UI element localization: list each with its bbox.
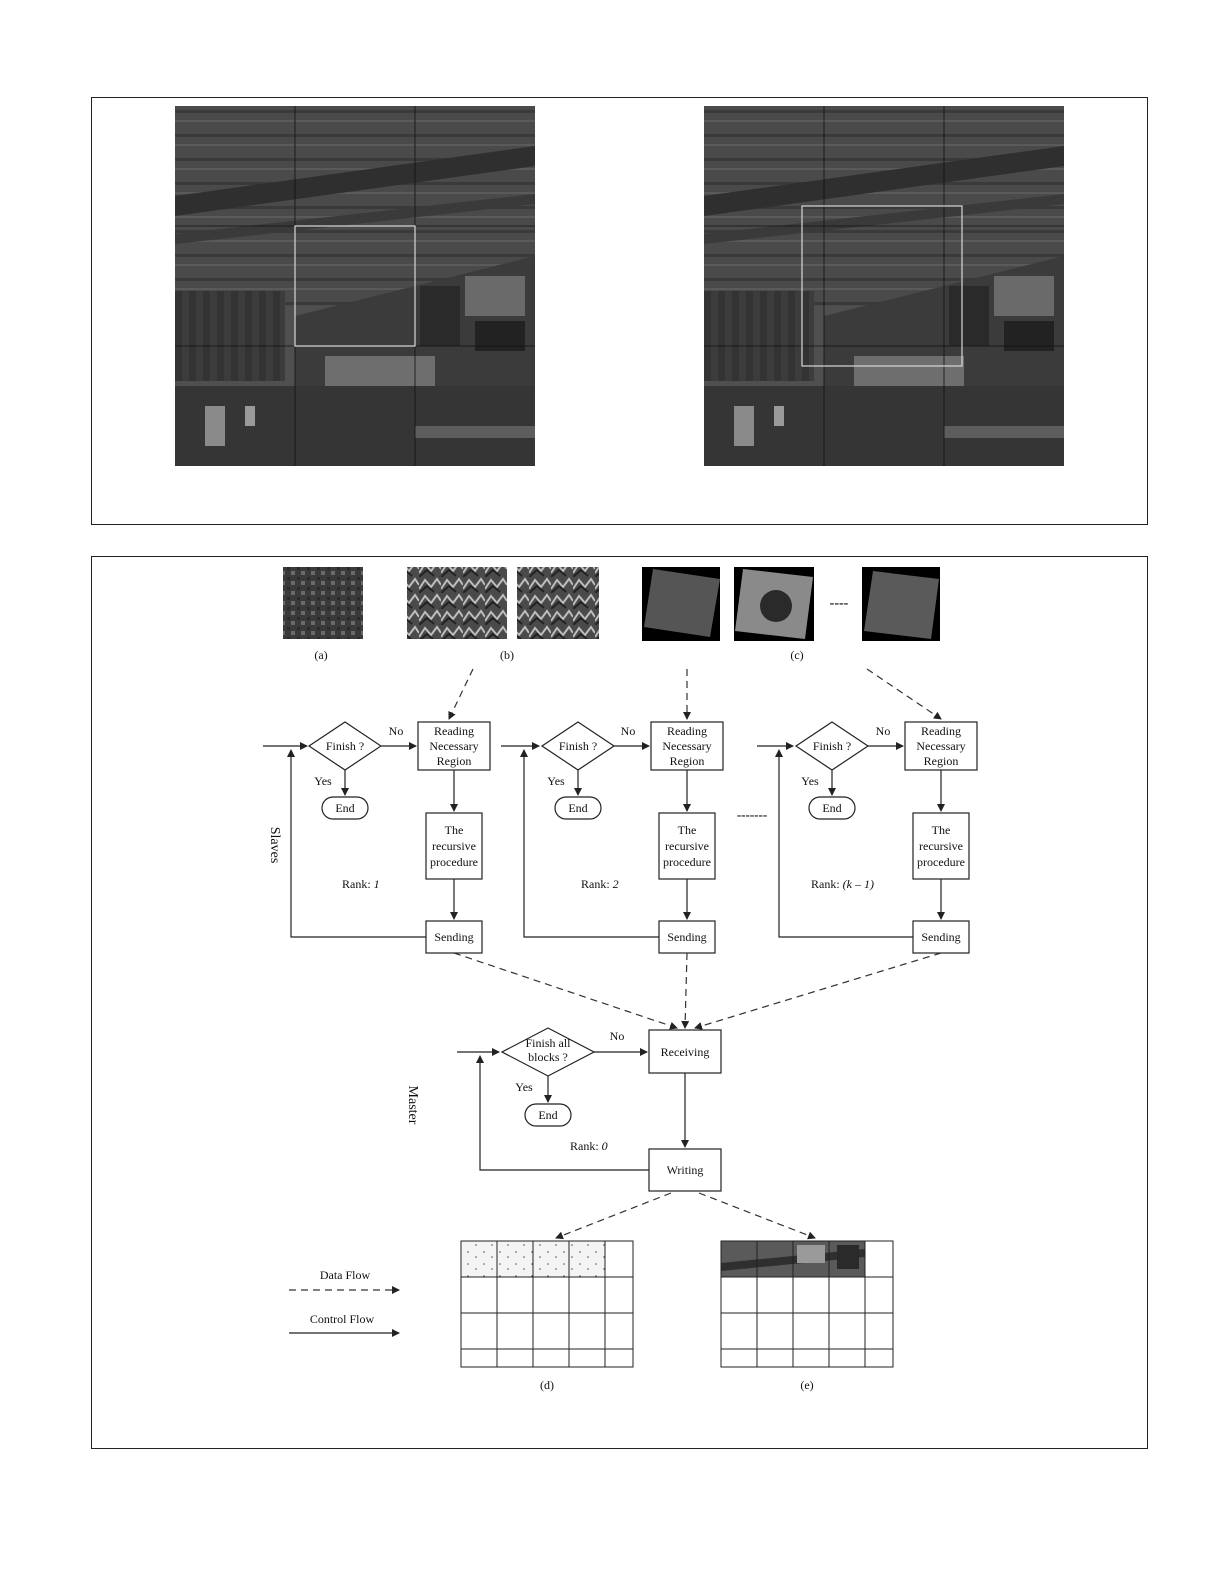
ellipsis-images: ---- [829, 596, 849, 611]
svg-text:No: No [388, 724, 404, 738]
data-flow-write-to-e [699, 1193, 815, 1238]
svg-text:Sending: Sending [667, 930, 707, 944]
rank-label-3: Rank: (k – 1) [811, 877, 874, 891]
flowchart-panel [91, 556, 1148, 1449]
data-flow-send3-to-receive [695, 953, 941, 1028]
svg-text:Reading: Reading [667, 724, 707, 738]
svg-text:Sending: Sending [921, 930, 961, 944]
input-images-b [407, 567, 599, 639]
output-grid-d [461, 1241, 633, 1367]
svg-text:recursive: recursive [432, 839, 476, 853]
svg-text:End: End [568, 801, 588, 815]
legend [289, 1268, 399, 1333]
ellipsis-slaves: ------- [736, 807, 768, 822]
input-images-c [642, 567, 940, 641]
svg-text:Finish all: Finish all [525, 1036, 571, 1050]
legend-data-flow-label: Data Flow [319, 1268, 371, 1282]
rank-label-1: Rank: 1 [342, 877, 380, 891]
svg-text:Region: Region [669, 754, 705, 768]
label-e: (e) [800, 1378, 814, 1392]
svg-text:End: End [822, 801, 842, 815]
data-flow-send2-to-receive [685, 953, 687, 1028]
svg-text:Yes: Yes [547, 774, 565, 788]
data-flow-write-to-d [556, 1193, 671, 1238]
svg-text:Receiving: Receiving [660, 1045, 710, 1059]
slave-column-2 [501, 722, 723, 953]
master-process [457, 1028, 721, 1191]
svg-text:recursive: recursive [665, 839, 709, 853]
svg-text:The: The [444, 823, 464, 837]
svg-text:procedure: procedure [430, 855, 478, 869]
svg-text:Necessary: Necessary [429, 739, 479, 753]
label-a: (a) [314, 648, 328, 662]
legend-control-flow-label: Control Flow [309, 1312, 375, 1326]
output-grid-e [721, 1241, 893, 1367]
aerial-image-right [704, 106, 1064, 466]
svg-text:Necessary: Necessary [662, 739, 712, 753]
top-figure-panel [91, 97, 1148, 525]
master-label: Master [405, 1085, 420, 1125]
slave-column-1 [263, 722, 490, 953]
svg-text:End: End [335, 801, 355, 815]
flowchart-svg [92, 557, 1149, 1450]
aerial-image-left [175, 106, 535, 466]
svg-text:Region: Region [436, 754, 472, 768]
label-b: (b) [500, 648, 514, 662]
svg-text:Sending: Sending [434, 930, 474, 944]
svg-text:Yes: Yes [801, 774, 819, 788]
svg-text:No: No [875, 724, 891, 738]
svg-text:procedure: procedure [917, 855, 965, 869]
svg-text:Necessary: Necessary [916, 739, 966, 753]
svg-text:The: The [677, 823, 697, 837]
svg-text:Reading: Reading [434, 724, 474, 738]
svg-text:End: End [538, 1108, 558, 1122]
svg-text:Finish ?: Finish ? [812, 739, 852, 753]
svg-text:blocks ?: blocks ? [528, 1050, 568, 1064]
label-d: (d) [540, 1378, 554, 1392]
slaves-label: Slaves [267, 826, 282, 864]
svg-text:recursive: recursive [919, 839, 963, 853]
svg-text:Yes: Yes [314, 774, 332, 788]
svg-text:Writing: Writing [666, 1163, 704, 1177]
svg-text:Finish ?: Finish ? [325, 739, 365, 753]
svg-text:Finish ?: Finish ? [558, 739, 598, 753]
svg-text:procedure: procedure [663, 855, 711, 869]
data-flow-c-to-read-3 [867, 669, 941, 719]
label-c: (c) [790, 648, 804, 662]
svg-text:No: No [609, 1029, 625, 1043]
input-images-a [283, 567, 363, 639]
svg-text:The: The [931, 823, 951, 837]
data-flow-send1-to-receive [454, 953, 677, 1028]
top-figure-svg [92, 98, 1149, 526]
rank-label-master: Rank: 0 [570, 1139, 608, 1153]
svg-text:Reading: Reading [921, 724, 961, 738]
svg-text:Yes: Yes [515, 1080, 533, 1094]
data-flow-b-to-read-1 [449, 669, 473, 719]
slave-column-3 [757, 722, 977, 953]
rank-label-2: Rank: 2 [581, 877, 619, 891]
svg-text:Region: Region [923, 754, 959, 768]
svg-text:No: No [620, 724, 636, 738]
